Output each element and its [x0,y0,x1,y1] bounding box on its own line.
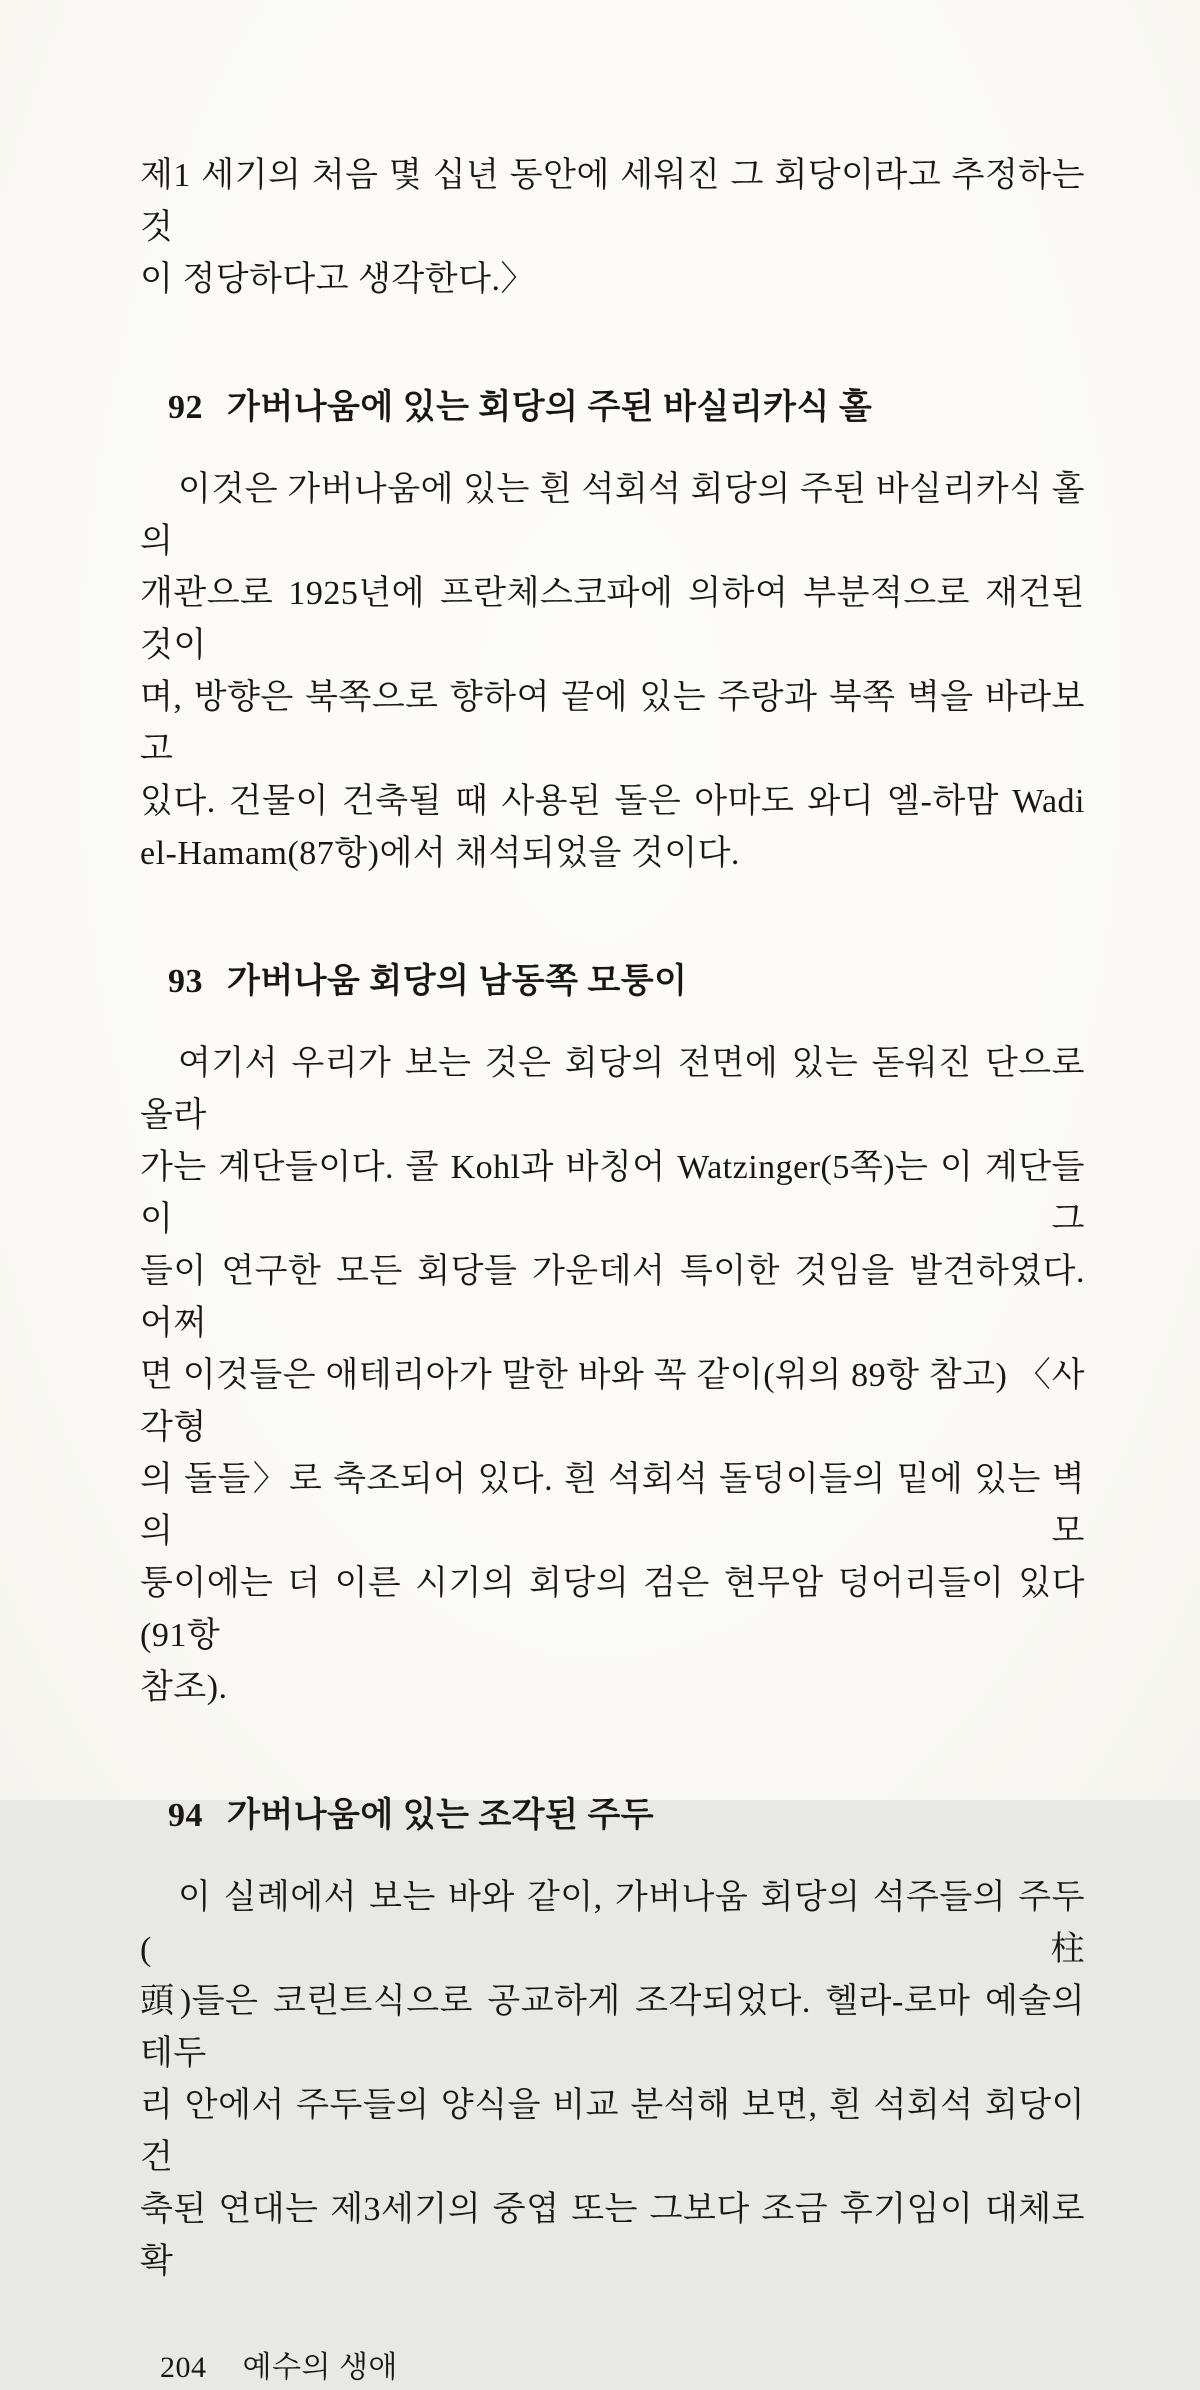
section-paragraph [140,1872,1085,2288]
intro-paragraph [140,150,1085,306]
section-number: 93 [168,963,203,1000]
section-number: 92 [168,389,203,426]
page-number: 204 [160,2351,207,2384]
text-line: 가는 계단들이다. 콜 Kohl과 바칭어 Watzinger(5쪽)는 이 계단들이 그 [140,1149,1085,1238]
text-line: 참조). [140,1669,228,1706]
text-line: 의 돌들〉로 축조되어 있다. 흰 석회석 돌덩이들의 밑에 있는 벽의 모 [140,1461,1085,1550]
text-line: 며, 방향은 북쪽으로 향하여 끝에 있는 주랑과 북쪽 벽을 바라보고 [140,679,1085,768]
section [140,382,1085,880]
section [140,1790,1085,2288]
section-title: 가버나움 회당의 남동쪽 모퉁이 [227,963,688,1000]
text-line: 여기서 우리가 보는 것은 회당의 전면에 있는 돋워진 단으로 올라 [140,1045,1085,1134]
text-line: 들이 연구한 모든 회당들 가운데서 특이한 것임을 발견하였다. 어쩌 [140,1253,1085,1342]
text-line: el-Hamam(87항)에서 채석되었을 것이다. [140,835,740,872]
text-line: 퉁이에는 더 이른 시기의 회당의 검은 현무암 덩어리들이 있다(91항 [140,1565,1085,1654]
section-heading [140,1790,1085,1842]
section-number: 94 [168,1797,203,1834]
section-paragraph [140,1038,1085,1714]
text-line: 제1 세기의 처음 몇 십년 동안에 세워진 그 회당이라고 추정하는 것 [140,157,1085,246]
text-line: 면 이것들은 애테리아가 말한 바와 꼭 같이(위의 89항 참고) 〈사각형 [140,1357,1085,1446]
book-title: 예수의 생애 [242,2351,398,2384]
text-line: 이 정당하다고 생각한다.〉 [140,261,535,298]
sections-container [140,382,1085,2288]
text-line: 이것은 가버나움에 있는 흰 석회석 회당의 주된 바실리카식 홀의 [140,471,1085,560]
section [140,956,1085,1714]
text-line: 頭)들은 코린트식으로 공교하게 조각되었다. 헬라-로마 예술의 테두 [140,1983,1085,2072]
text-line: 축된 연대는 제3세기의 중엽 또는 그보다 조금 후기임이 대체로 확 [140,2191,1085,2280]
section-paragraph [140,464,1085,880]
text-line: 있다. 건물이 건축될 때 사용된 돌은 아마도 와디 엘-하맘 Wadi [140,783,1085,820]
section-title: 가버나움에 있는 회당의 주된 바실리카식 홀 [227,389,873,426]
text-line: 이 실례에서 보는 바와 같이, 가버나움 회당의 석주들의 주두(柱 [140,1879,1085,1968]
page-footer [0,2346,1200,2390]
section-title: 가버나움에 있는 조각된 주두 [227,1797,655,1834]
text-line: 개관으로 1925년에 프란체스코파에 의하여 부분적으로 재건된 것이 [140,575,1085,664]
text-line: 리 안에서 주두들의 양식을 비교 분석해 보면, 흰 석회석 회당이 건 [140,2087,1085,2176]
section-heading [140,956,1085,1008]
section-heading [140,382,1085,434]
